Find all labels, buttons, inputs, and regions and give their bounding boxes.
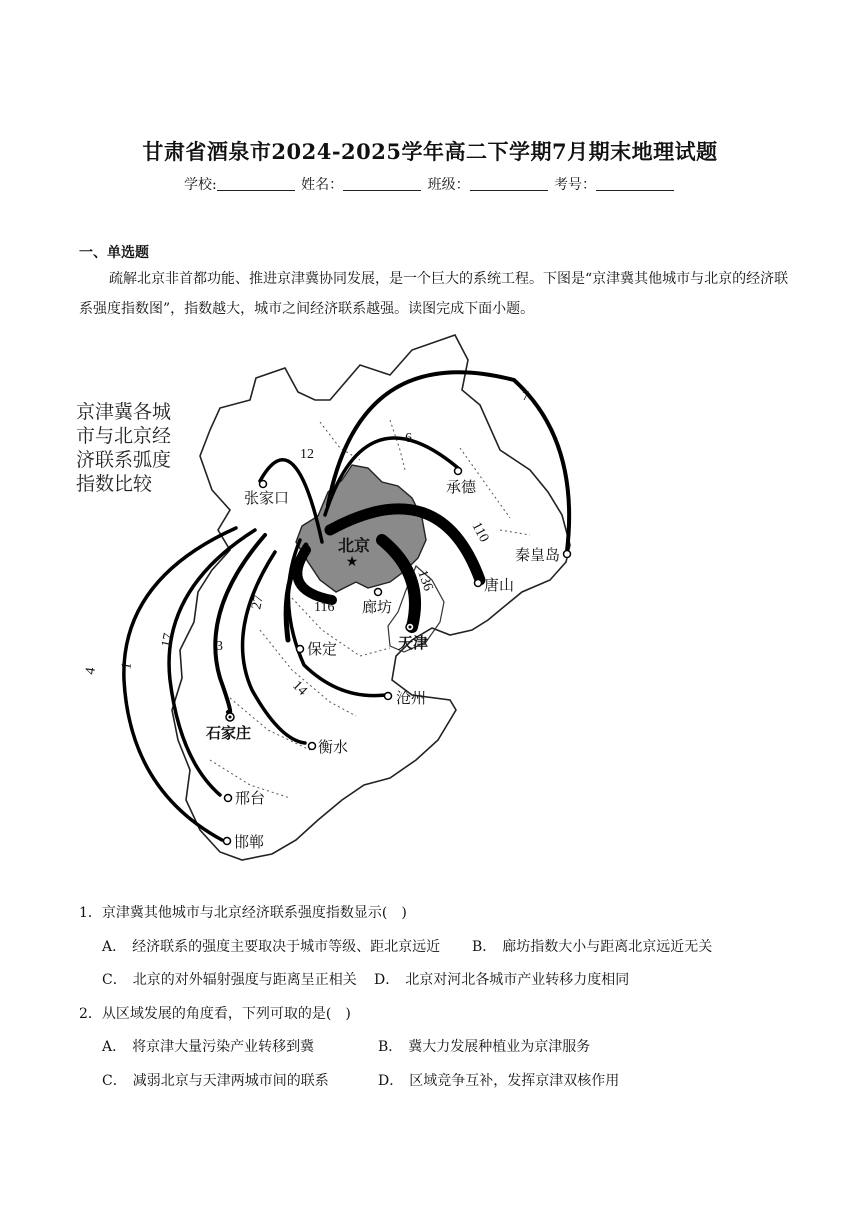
option-letter: D． [378, 1073, 404, 1089]
intro-text: 疏解北京非首都功能、推进京津冀协同发展，是一个巨大的系统工程。下图是“京津冀其他城市与北京的经济联系强度指数图”，指数越大，城市之间经济联系越强。读图完成下面小题。 [79, 271, 789, 317]
hengshui-marker [309, 743, 316, 750]
option-letter: B． [472, 939, 497, 955]
question-1-option-d[interactable] [374, 969, 629, 989]
index-zhangjiakou: 12 [300, 447, 314, 462]
index-langfang: 116 [314, 600, 335, 615]
index-handan: 4 [83, 666, 99, 676]
option-text: 冀大力发展种植业为京津服务 [408, 1039, 591, 1055]
langfang-label: 廊坊 [362, 599, 393, 616]
region-outline [172, 335, 570, 860]
exam-number-blank[interactable] [596, 176, 674, 191]
question-2-stem: 2．从区域发展的角度看，下列可取的是( ) [79, 1006, 351, 1022]
question-1-option-c[interactable] [102, 969, 357, 989]
handan-marker [224, 838, 231, 845]
hengshui-label: 衡水 [318, 739, 349, 756]
beijing-star: ★ [345, 554, 359, 570]
cangzhou-label: 沧州 [396, 690, 427, 707]
option-letter: D． [374, 972, 400, 988]
zhangjiakou-marker [260, 481, 267, 488]
langfang-marker [375, 589, 382, 596]
index-xingtai: 1 [119, 661, 136, 671]
intro-paragraph [79, 264, 789, 324]
index-tianjin: 136 [414, 568, 436, 594]
index-qinhuangdao: 7 [522, 389, 529, 404]
option-text: 将京津大量污染产业转移到冀 [132, 1039, 315, 1055]
student-info-line [0, 174, 860, 194]
question-2-option-a[interactable] [102, 1036, 314, 1056]
tianjin-label: 天津 [398, 635, 429, 652]
question-2-option-d[interactable] [378, 1070, 619, 1090]
legend-line-2: 市与北京经 [76, 426, 172, 447]
arc-shijiazhuang [215, 535, 265, 713]
name-label: 姓名： [301, 177, 344, 193]
legend-line-4: 指数比较 [76, 474, 153, 495]
shijiazhuang-label: 石家庄 [206, 725, 252, 742]
option-letter: A． [102, 939, 127, 955]
question-2-option-b[interactable] [378, 1036, 590, 1056]
qinhuangdao-label: 秦皇岛 [515, 547, 561, 564]
qinhuangdao-marker [564, 551, 571, 558]
class-blank[interactable] [470, 176, 548, 191]
option-letter: C． [102, 1073, 127, 1089]
zhangjiakou-label: 张家口 [244, 490, 290, 507]
beijing-label: 北京 [338, 538, 371, 555]
option-text: 北京对河北各城市产业转移力度相同 [405, 972, 630, 988]
school-blank[interactable] [217, 176, 295, 191]
tangshan-marker [475, 580, 482, 587]
cangzhou-marker [385, 693, 392, 700]
exam-title: 甘肃省酒泉市2024-2025学年高二下学期7月期末地理试题 [142, 139, 718, 164]
section-heading: 一、单选题 [79, 245, 149, 261]
index-chengde: 6 [405, 431, 412, 446]
option-text: 减弱北京与天津两城市间的联系 [132, 1073, 329, 1089]
index-tangshan: 110 [468, 519, 492, 545]
index-baoding: 27 [249, 594, 267, 611]
chengde-marker [455, 468, 462, 475]
xingtai-label: 邢台 [235, 790, 266, 807]
legend-line-1: 京津冀各城 [76, 402, 172, 423]
question-1-stem: 1．京津冀其他城市与北京经济联系强度指数显示( ) [79, 905, 407, 921]
option-letter: C． [102, 972, 127, 988]
name-blank[interactable] [343, 176, 421, 191]
option-text: 区域竞争互补，发挥京津双核作用 [409, 1073, 620, 1089]
shijiazhuang-marker-dot [229, 716, 232, 719]
option-letter: B． [378, 1039, 403, 1055]
chengde-label: 承德 [446, 479, 477, 496]
xingtai-marker [225, 795, 232, 802]
option-text: 北京的对外辐射强度与距离呈正相关 [132, 972, 357, 988]
index-shijiazhuang: 17 [159, 632, 177, 649]
question-2-option-c[interactable] [102, 1070, 329, 1090]
option-text: 廊坊指数大小与距离北京远近无关 [502, 939, 713, 955]
school-label: 学校: [183, 177, 217, 193]
index-cangzhou: 14 [289, 678, 310, 699]
economic-link-map [60, 330, 600, 895]
legend-line-3: 济联系弧度 [76, 450, 172, 471]
class-label: 班级： [427, 177, 470, 193]
index-hengshui: 3 [216, 639, 223, 654]
baoding-label: 保定 [307, 641, 338, 658]
question-1-option-a[interactable] [102, 936, 440, 956]
tianjin-marker-dot [409, 626, 412, 629]
tangshan-label: 唐山 [484, 577, 515, 594]
question-1-option-b[interactable] [472, 936, 712, 956]
exam-number-label: 考号： [554, 177, 597, 193]
option-text: 经济联系的强度主要取决于城市等级、距北京远近 [132, 939, 441, 955]
baoding-marker [297, 646, 304, 653]
option-letter: A． [102, 1039, 127, 1055]
handan-label: 邯郸 [234, 834, 265, 851]
